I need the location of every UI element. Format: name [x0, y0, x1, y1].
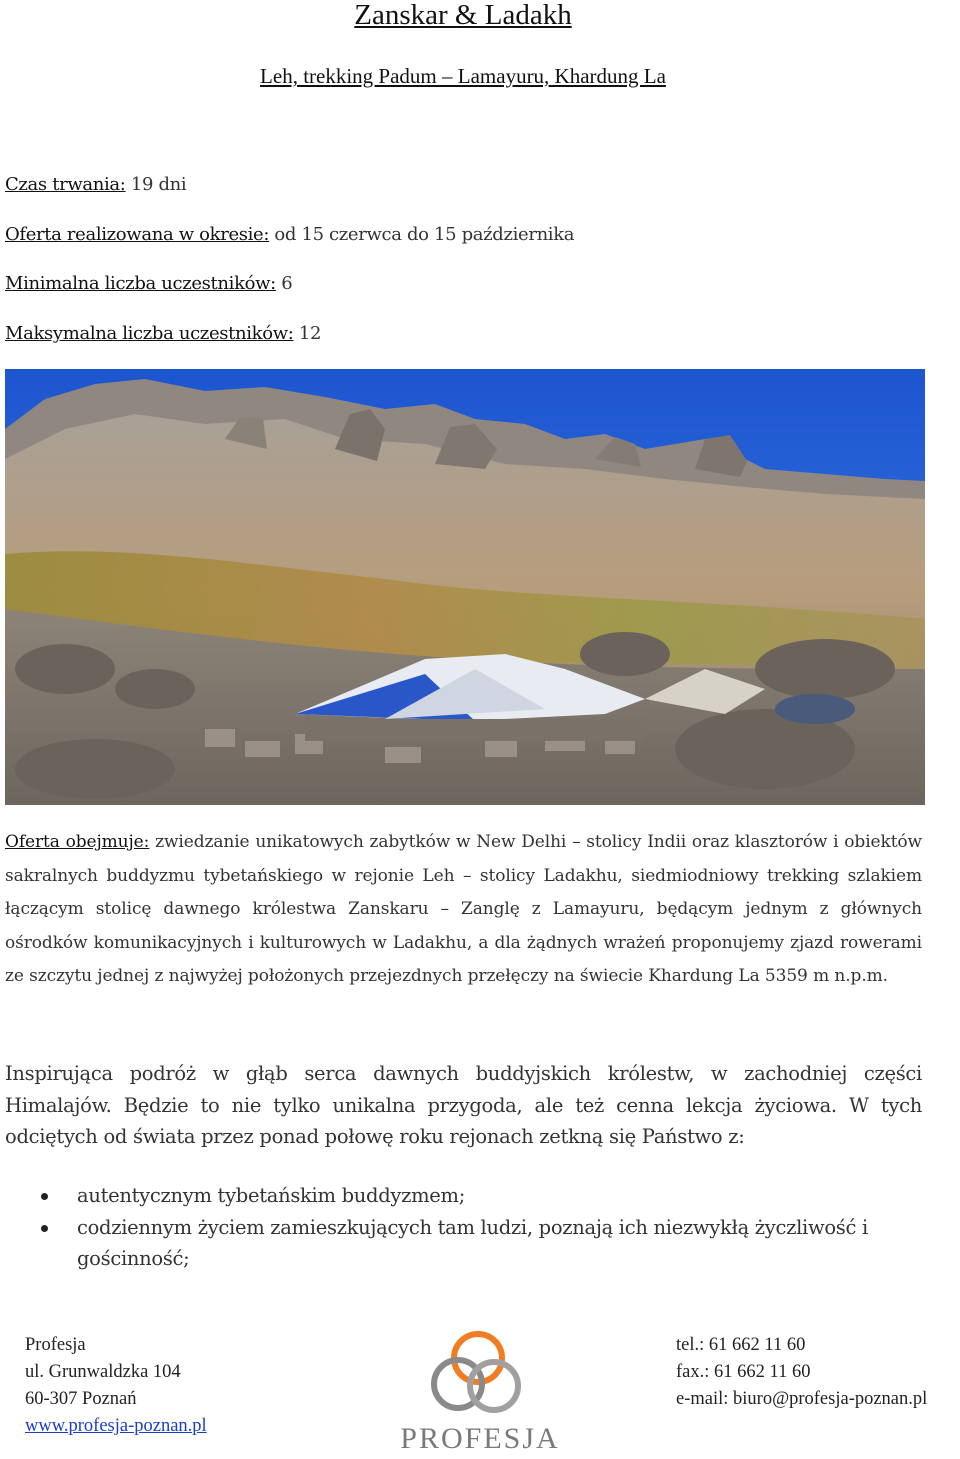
- bullet-icon: [41, 1225, 48, 1232]
- document-subtitle: Leh, trekking Padum – Lamayuru, Khardung La: [260, 64, 666, 88]
- intro-paragraph: Inspirująca podróż w głąb serca dawnych buddyjskich królestw, w zachodniej części Himalajów. Będzie to nie tylko unikalna przygoda, ale też cenna lekcja życiowa. W tych odciętych od świata przez ponad połowę roku rejonach zetkną się Państwo z:: [5, 1062, 922, 1149]
- document-title: Zanskar & Ladakh: [354, 0, 572, 31]
- info-max-participants: [5, 322, 321, 346]
- bullet-icon: [41, 1193, 48, 1200]
- info-label: Minimalna liczba uczestników:: [5, 273, 276, 294]
- email-address: e-mail: biuro@profesja-poznan.pl: [676, 1389, 928, 1409]
- street-address: ul. Grunwaldzka 104: [25, 1362, 181, 1382]
- list-item-text: autentycznym tybetańskim buddyzmem;: [77, 1184, 465, 1207]
- info-min-participants: [5, 272, 292, 296]
- list-item: [5, 1212, 925, 1275]
- info-label: Maksymalna liczba uczestników:: [5, 323, 294, 344]
- offer-label: Oferta obejmuje:: [5, 832, 150, 852]
- offer-paragraph: [5, 826, 922, 994]
- mountain-camp-illustration: [5, 369, 925, 805]
- info-value: 12: [293, 323, 322, 344]
- phone-number: tel.: 61 662 11 60: [676, 1335, 806, 1355]
- info-value: 6: [275, 273, 293, 294]
- highlights-list: [5, 1180, 925, 1275]
- city-address: 60-307 Poznań: [25, 1389, 137, 1409]
- info-duration: [5, 173, 186, 197]
- profesja-logo: [390, 1330, 570, 1455]
- footer-address: [25, 1332, 207, 1440]
- info-value: 19 dni: [125, 174, 187, 195]
- footer-contact: [676, 1332, 927, 1413]
- company-name: Profesja: [25, 1335, 86, 1355]
- info-value: od 15 czerwca do 15 października: [269, 224, 575, 245]
- logo-wordmark: PROFESJA: [400, 1422, 560, 1455]
- fax-number: fax.: 61 662 11 60: [676, 1362, 811, 1382]
- info-label: Czas trwania:: [5, 174, 126, 195]
- list-item: [5, 1180, 925, 1212]
- website-link[interactable]: www.profesja-poznan.pl: [25, 1416, 207, 1436]
- logo-rings-icon: [390, 1330, 570, 1455]
- info-period: [5, 223, 574, 247]
- list-item-text: codziennym życiem zamieszkujących tam ludzi, poznają ich niezwykłą życzliwość i gościnność;: [77, 1215, 868, 1271]
- offer-text: zwiedzanie unikatowych zabytków w New Delhi – stolicy Indii oraz klasztorów i obiektów sakralnych buddyzmu tybetańskiego w rejonie Leh – stolicy Ladakhu, siedmiodniowy trekking szlakiem łączącym stolicę dawnego królestwa Zanskaru – Zanglę z Lamayuru, będącym jednym z głównych ośrodków komunikacyjnych i kulturowych w Ladakhu, a dla żądnych wrażeń proponujemy zjazd rowerami ze szczytu jednej z najwyżej położonych przejezdnych przełęczy na świecie Khardung La 5359 m n.p.m.: [5, 832, 923, 987]
- info-label: Oferta realizowana w okresie:: [5, 224, 270, 245]
- landscape-photo: [5, 369, 925, 805]
